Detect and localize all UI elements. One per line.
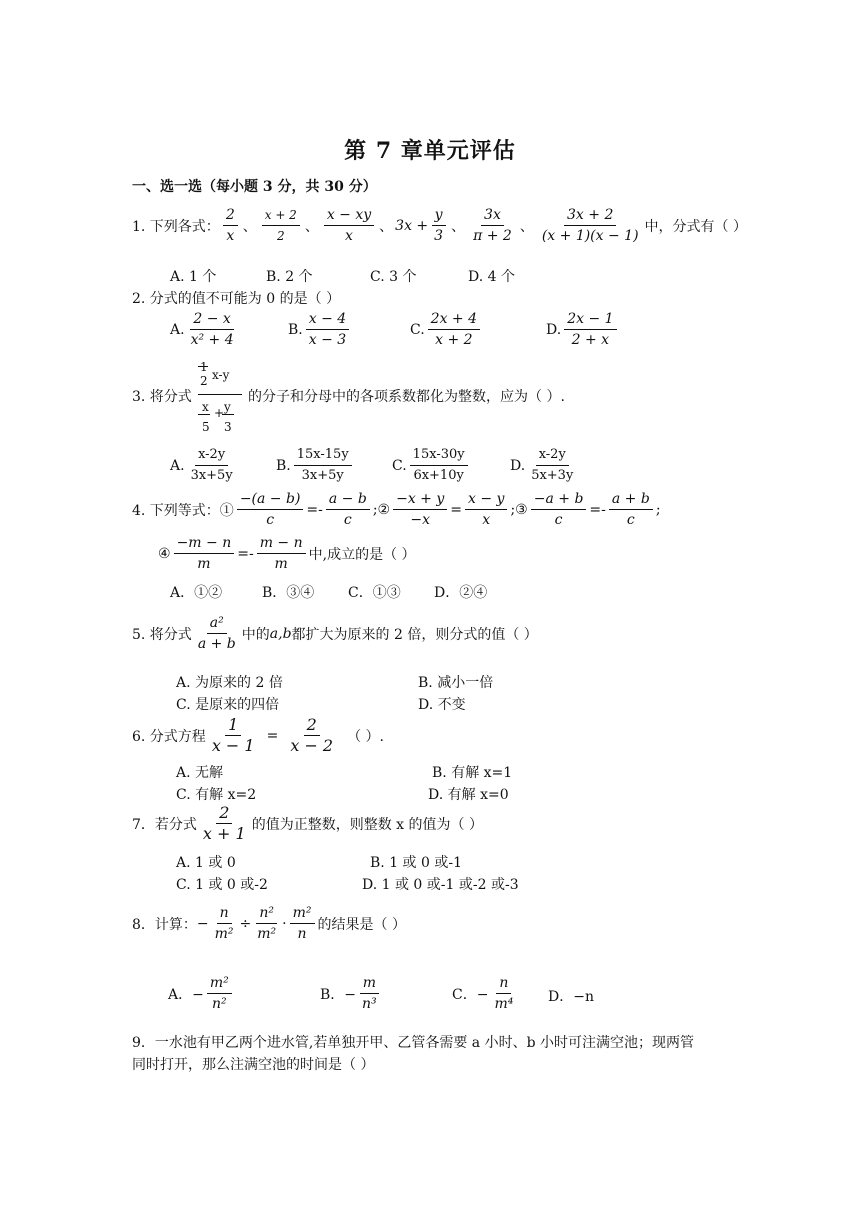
q2-option-a: A. $\frac{2 - x}{\text{x² + 4}}$	[170, 311, 234, 348]
question-9-line-2: 同时打开，那么注满空池的时间是（ ）	[132, 1057, 375, 1073]
q3-complex-fraction: 1 2 x-y x 5 + y 3	[198, 360, 242, 436]
q8-option-a: A．− $\frac{\text{m²}}{\text{n²}}$	[168, 974, 235, 1013]
page-title: 第 7 章单元评估	[344, 138, 516, 164]
q6-option-a: A. 无解	[176, 765, 224, 781]
q5-option-d: D. 不变	[418, 697, 466, 713]
question-4-line-1: 4. 下列等式：① $\frac{-(a - b)}{c}$ =- $\frac{a - b}{c}$ ;② $\frac{-x + y}{-x}$ = $\frac{x - y}{x}$ ;③ $\frac{-a + b}{c}$ =- $\frac{a + b}{c}$ ;	[132, 491, 661, 528]
q1-prefix: 1. 下列各式：	[132, 218, 220, 235]
q6-option-d: D. 有解 x=0	[428, 787, 509, 803]
q2-option-d: D. $\frac{2x - 1}{2 + x}$	[546, 310, 620, 349]
question-8: 8．计算： − $\frac{n}{\text{m²}}$ ÷ $\frac{\text{n²}}{\text{m²}}$ · $\frac{\text{m²}}{n}$ 的结果是（ ）	[132, 905, 406, 942]
section-heading: 一、选一选（每小题 3 分，共 30 分）	[132, 179, 377, 195]
q4-option-d: D．②④	[434, 585, 488, 601]
q6-option-b: B. 有解 x=1	[432, 765, 513, 781]
q3-option-b: B. $\frac{15x-15y}{3x+5y}$	[276, 446, 355, 485]
q3-option-c: C. $\frac{15x-30y}{6x+10y}$	[392, 446, 471, 485]
q1-option-b: B. 2 个	[266, 269, 313, 285]
q1-frac-6: $\frac{3x + 2}{(x + 1)(x - 1)}$	[541, 207, 639, 244]
q4-option-c: C．①③	[348, 585, 401, 601]
q1-option-d: D. 4 个	[468, 269, 515, 285]
q7-option-b: B. 1 或 0 或-1	[370, 855, 462, 871]
q1-option-a: A. 1 个	[170, 269, 217, 285]
q1-frac-3: $\frac{x - xy}{x}$	[324, 206, 374, 245]
question-2: 2. 分式的值不可能为 0 的是（ ）	[132, 291, 341, 307]
q1-suffix: 中，分式有（ ）	[644, 218, 747, 235]
q3-suffix: 的分子和分母中的各项系数都化为整数，应为（ ）.	[248, 389, 565, 405]
q3-prefix: 3. 将分式	[132, 389, 192, 405]
question-9-line-1: 9．一水池有甲乙两个进水管,若单独开甲、乙管各需要 a 小时、b 小时可注满空池；现两管	[132, 1035, 695, 1051]
q4-option-a: A．①②	[170, 585, 223, 601]
q4-option-b: B．③④	[262, 585, 315, 601]
q1-frac-1: $\frac{2}{x}$	[223, 206, 238, 245]
q5-option-b: B. 减小一倍	[418, 675, 494, 691]
q8-option-d: D．−n	[548, 989, 594, 1005]
q2-option-c: C. $\frac{2x + 4}{x + 2}$	[410, 310, 483, 349]
question-6: 6. 分式方程 $\frac{1}{x - 1}$ = $\frac{2}{x - 2}$ （ ）.	[132, 715, 385, 755]
q1-term-4: 3x +	[395, 217, 429, 234]
q8-option-c: C．− $\frac{n}{\text{m⁴}}$	[452, 975, 514, 1012]
q8-option-b: B．− $\frac{m}{\text{n³}}$	[320, 974, 383, 1013]
q7-option-c: C. 1 或 0 或-2	[176, 877, 268, 893]
q3-option-a: A. $\frac{x-2y}{3x+5y}$	[170, 447, 233, 483]
q1-frac-4: $\frac{y}{3}$	[431, 206, 446, 245]
q3-option-d: D. $\frac{x-2y}{5x+3y}$	[510, 447, 574, 483]
q7-option-d: D. 1 或 0 或-1 或-2 或-3	[362, 877, 519, 893]
q1-option-c: C. 3 个	[370, 269, 417, 285]
q1-frac-5: $\frac{3x}{\pi + 2}$	[473, 207, 512, 244]
q5-option-a: A. 为原来的 2 倍	[176, 675, 283, 691]
question-1: 1. 下列各式： $\frac{2}{x}$ 、 $\frac{x + 2}{2}$ 、 $\frac{x - xy}{x}$ 、 3x + $\frac{y}{3}$ 、 $\frac{3x}{\pi + 2}$ 、 $\frac{3x + 2}{(x + 1)(x - 1)}$ 中，分式有（ ）	[132, 207, 747, 244]
q1-frac-2: $\frac{x + 2}{2}$	[262, 206, 300, 245]
q5-option-c: C. 是原来的四倍	[176, 697, 280, 713]
question-5: 5. 将分式 $\frac{\text{a²}}{a + b}$ 中的 a,b 都扩大为原来的 2 倍，则分式的值（ ）	[132, 615, 538, 652]
q7-option-a: A. 1 或 0	[176, 855, 236, 871]
q6-option-c: C. 有解 x=2	[176, 787, 257, 803]
question-4-line-2: ④ $\frac{-m - n}{m}$ =- $\frac{m - n}{m}$ 中,成立的是（ ）	[158, 535, 416, 572]
question-7: 7．若分式 $\frac{2}{x + 1}$ 的值为正整数，则整数 x 的值为（ ）	[132, 803, 483, 843]
q2-option-b: B. $\frac{x - 4}{x - 3}$	[288, 310, 352, 349]
